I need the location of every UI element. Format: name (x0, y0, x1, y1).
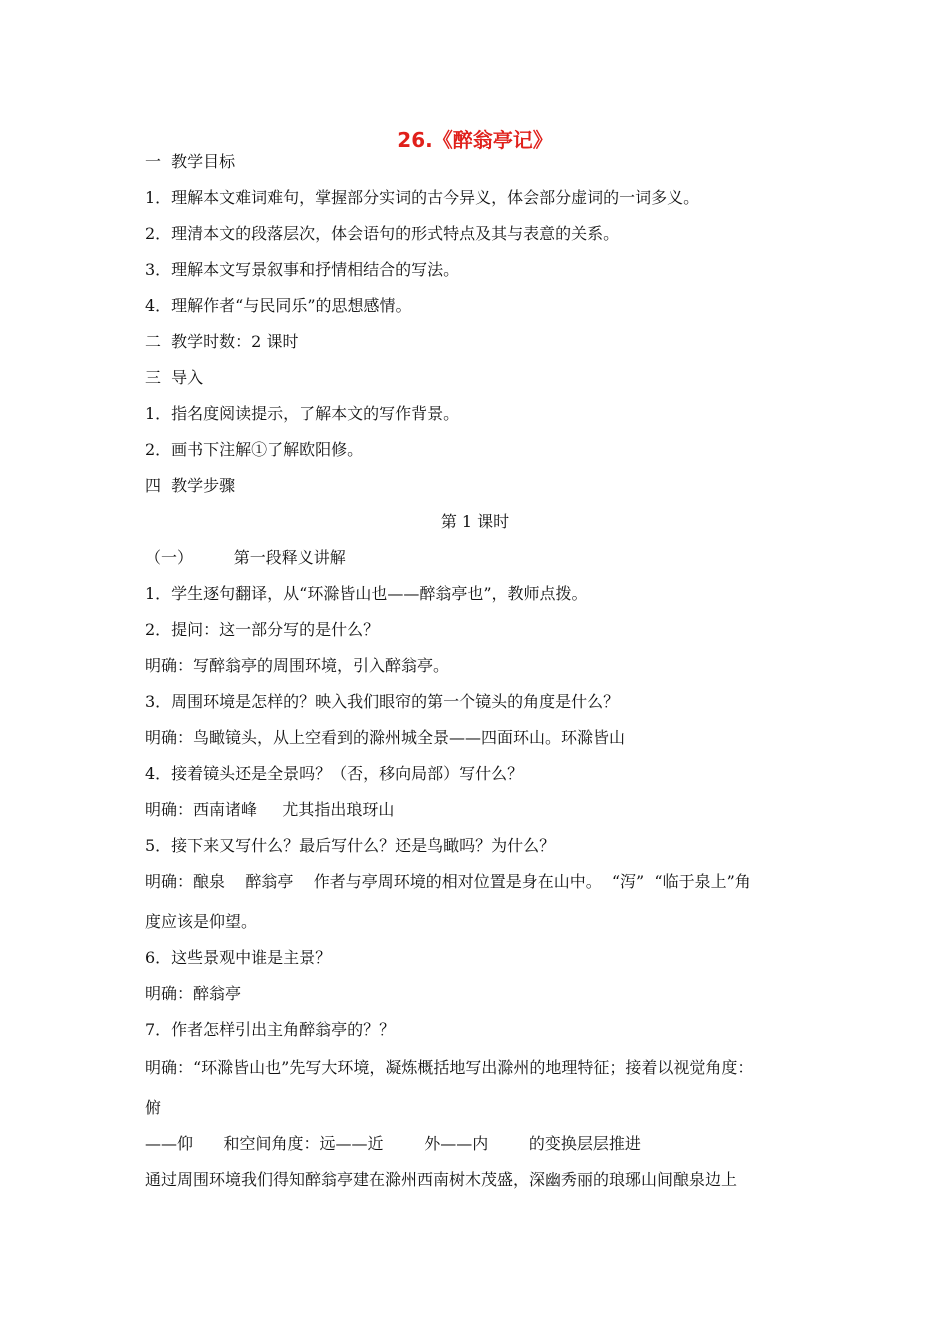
step-item-5: 5．接下来又写什么？最后写什么？还是鸟瞰吗？为什么？ (145, 836, 556, 855)
answer-line: 明确：醉翁亭 (145, 984, 242, 1003)
answer-line-continued: ——仰 和空间角度：远——近 外——内 的变换层层推进 (145, 1134, 641, 1153)
goal-item-3: 3．理解本文写景叙事和抒情相结合的写法。 (145, 260, 460, 279)
subsection-heading: （一） 第一段释义讲解 (145, 548, 346, 567)
step-item-7: 7．作者怎样引出主角醉翁亭的？？ (145, 1020, 396, 1039)
answer-line: 明确：写醉翁亭的周围环境，引入醉翁亭。 (145, 656, 450, 675)
answer-line: 明确：西南诸峰 尤其指出琅玡山 (145, 800, 395, 819)
lesson-heading: 第 1 课时 (440, 512, 510, 531)
answer-line-continued: 度应该是仰望。 (145, 912, 258, 931)
step-item-1: 1．学生逐句翻译，从“环滁皆山也——醉翁亭也”，教师点拨。 (145, 584, 588, 603)
answer-line: 明确：鸟瞰镜头，从上空看到的滁州城全景——四面环山。环滁皆山 (145, 728, 626, 747)
goal-item-4: 4．理解作者“与民同乐”的思想感情。 (145, 296, 412, 315)
step-item-4: 4．接着镜头还是全景吗？（否，移向局部）写什么？ (145, 764, 524, 783)
goal-item-2: 2．理清本文的段落层次，体会语句的形式特点及其与表意的关系。 (145, 224, 620, 243)
answer-line-continued: 俯 (145, 1098, 162, 1117)
step-item-6: 6．这些景观中谁是主景？ (145, 948, 332, 967)
answer-line: 明确：“环滁皆山也”先写大环境，凝炼概括地写出滁州的地理特征；接着以视觉角度： (145, 1058, 754, 1077)
section-heading-steps: 四 教学步骤 (145, 476, 236, 495)
intro-item-1: 1．指名度阅读提示，了解本文的写作背景。 (145, 404, 460, 423)
answer-line: 明确：酿泉 醉翁亭 作者与亭周环境的相对位置是身在山中。 “泻” “临于泉上”角 (145, 872, 751, 891)
section-heading-goals: 一 教学目标 (145, 152, 236, 171)
step-item-3: 3．周围环境是怎样的？映入我们眼帘的第一个镜头的角度是什么？ (145, 692, 620, 711)
goal-item-1: 1．理解本文难词难句，掌握部分实词的古今异义，体会部分虚词的一词多义。 (145, 188, 700, 207)
summary-line: 通过周围环境我们得知醉翁亭建在滁州西南树木茂盛，深幽秀丽的琅琊山间酿泉边上 (145, 1170, 738, 1189)
intro-item-2: 2．画书下注解①了解欧阳修。 (145, 440, 364, 459)
section-heading-hours: 二 教学时数：2 课时 (145, 332, 299, 351)
step-item-2: 2．提问：这一部分写的是什么？ (145, 620, 380, 639)
section-heading-intro: 三 导入 (145, 368, 204, 387)
document-title: 26.《醉翁亭记》 (397, 128, 553, 152)
